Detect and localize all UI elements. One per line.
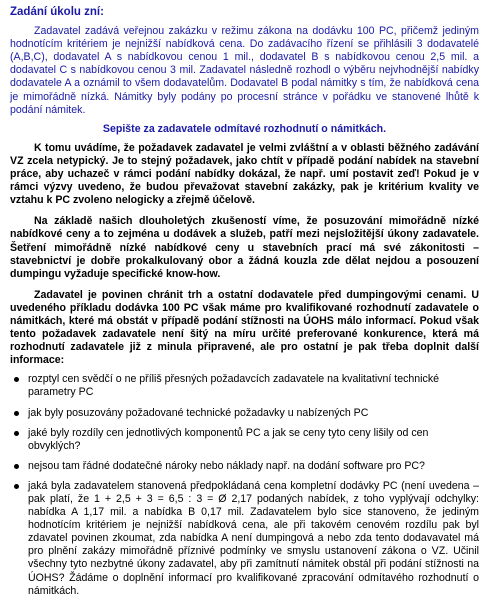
bullet-icon — [14, 484, 19, 489]
list-item — [10, 480, 479, 598]
list-item — [10, 373, 479, 399]
list-item-text: nejsou tam řádné dodatečné nároky nebo náklady např. na dodání software pro PC? — [28, 459, 425, 472]
list-item-text: rozptyl cen svědčí o ne příliš přesných požadavcích zadavatele na kvalitativní technické parametry PC — [28, 373, 440, 399]
list-item — [10, 427, 479, 453]
bullet-icon — [14, 377, 19, 382]
task-description: Zadavatel zadává veřejnou zakázku v režimu zákona na dodávku 100 PC, přičemž jediným hodnotícím kritériem je nejnižší nabídková cena. Do zadávacího řízení se přihlásili 3 dodavatelé (A,B,C), dodavatel A s nabídkovou cenou 1 mil., dodavatel B s nabídkovou cenou 2,5 mil. a dodavatel C s nabídkovou cenou 3 mil. Zadavatel následně rozhodl o výběru nejvhodnější nabídky dodavatele A a oznámil to všem dodavatelům. Dodavatel B podal námitky s tím, že nabídková cena je mimořádně nízká. Námitky byly podány po procesní stránce v pořádku ve stanovené lhůtě k podání námitek. — [10, 25, 479, 116]
bullet-icon — [14, 411, 19, 416]
list-item-text: jaká byla zadavatelem stanovená předpokládaná cena kompletní dodávky PC (není uvedena – pak platí, že 1 + 2,5 + 3 = 6,5 : 3 = Ø 2,17 podaných nabídek, z toho vyplývají odchylky: nabídka A 1,17 mil. a nabídka B 0,17 mil. Zadavatelem bylo sice stanoveno, že jediným hodnotícím kritériem je nejnižší nabídková cena, ale při takovém cenovém rozdílu pak byl zdavatel povinen zkoumat, zda nabídka A není dumpingová a nebo zda tento dodavavatel má pro plnění zakázy mimořádně příznivé podmínky ve smyslu ustanovení zákona o VZ. Učinil všechny tyto nezbytné úkony zadavatel, aby při zamítnutí námitek obstál při podání stížnosti na ÚOHS? Žádáme o doplnění informací pro kvalifikované zpracování odmítavého rozhodnutí o námitkách. — [28, 479, 479, 597]
instruction-title: Sepište za zadavatele odmítavé rozhodnutí o námitkách. — [102, 122, 387, 135]
paragraph-2: Na základě našich dlouholetých zkušeností víme, že posuzování mimořádně nízké nabídkové ceny a to zejména u dodávek a služeb, patří mezi nejsložitější úkony zadavatele. Šetření mimořádně nízké nabídkové ceny u stavebních prací má své zákonitosti – stavebnictví je dobře prokalkulovaný obor a žádná kouzla zde dělat nejdou a posouzení dumpingu vyžaduje specifické know-how. — [10, 215, 479, 280]
list-item-text: jak byly posuzovány požadované technické požadavky u nabízených PC — [28, 406, 369, 419]
list-item — [10, 407, 479, 420]
bullet-icon — [14, 464, 19, 469]
list-item-text: jaké byly rozdíly cen jednotlivých komponentů PC a jak se ceny tyto ceny lišily od cen obvyklých? — [28, 426, 429, 452]
list-item — [10, 460, 479, 473]
info-list — [10, 373, 479, 597]
bullet-icon — [14, 431, 19, 436]
paragraph-3: Zadavatel je povinen chránit trh a ostatní dodavatele před dumpingovými cenami. U uvedeného příkladu dodávka 100 PC však máme pro kvalifikované rozhodnutí zadavatele o námitkách, které má obstát v případě podání stížnosti na ÚOHS málo informací. Pokud však tento požadavek zadavatele není šitý na míru určité preferované konkurence, která má rozhodnutí zadavatele již z minula připravené, ale pro ostatní je pak třeba doplnit další informace: — [10, 288, 479, 367]
paragraph-1: K tomu uvádíme, že požadavek zadavatel je velmi zvláštní a v oblasti běžného zadávání VZ zcela netypický. Je to stejný požadavek, jako chtít v případě podání nabídek na stavební práce, aby uchazeč v rámci podání nabídky dokázal, že např. umí postavit zeď! Pokud je v rámci výzvy uvedeno, že budou převažovat stavební zakázky, pak je kritérium kvality ve vztahu k PC zvoleno nelogicky a zřejmě účelově. — [10, 141, 479, 207]
task-heading: Zadání úkolu zní: — [10, 6, 104, 18]
